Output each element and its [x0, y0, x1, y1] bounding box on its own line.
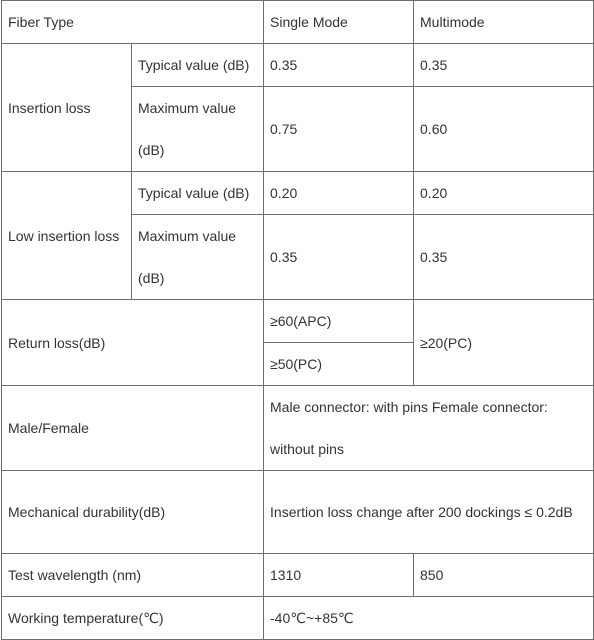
insertion-loss-typical-label: Typical value (dB)	[132, 44, 264, 87]
insertion-loss-typical-mm: 0.35	[414, 44, 594, 87]
low-insertion-loss-max-mm: 0.35	[414, 215, 594, 300]
table-row	[2, 386, 594, 471]
low-insertion-loss-max-label: Maximum value (dB)	[132, 215, 264, 300]
low-insertion-loss-max-sm: 0.35	[264, 215, 414, 300]
male-female-value: Male connector: with pins Female connector: without pins	[264, 386, 594, 471]
return-loss-pc-sm: ≥50(PC)	[264, 343, 414, 386]
return-loss-apc: ≥60(APC)	[264, 300, 414, 343]
low-insertion-loss-typical-mm: 0.20	[414, 172, 594, 215]
table-row	[2, 471, 594, 554]
return-loss-label: Return loss(dB)	[2, 300, 264, 386]
insertion-loss-max-sm: 0.75	[264, 87, 414, 172]
header-multimode: Multimode	[414, 1, 594, 44]
working-temperature-label: Working temperature(℃)	[2, 597, 264, 640]
working-temperature-value: -40℃~+85℃	[264, 597, 594, 640]
table-row	[2, 300, 594, 343]
insertion-loss-max-label: Maximum value (dB)	[132, 87, 264, 172]
table-row	[2, 597, 594, 640]
table-row	[2, 1, 594, 44]
table-row	[2, 554, 594, 597]
table-row	[2, 172, 594, 215]
table-row	[2, 44, 594, 87]
test-wavelength-mm: 850	[414, 554, 594, 597]
low-insertion-loss-typical-sm: 0.20	[264, 172, 414, 215]
fiber-spec-table	[1, 0, 594, 640]
low-insertion-loss-typical-label: Typical value (dB)	[132, 172, 264, 215]
insertion-loss-label: Insertion loss	[2, 44, 132, 172]
male-female-label: Male/Female	[2, 386, 264, 471]
test-wavelength-sm: 1310	[264, 554, 414, 597]
low-insertion-loss-label: Low insertion loss	[2, 172, 132, 300]
header-single-mode: Single Mode	[264, 1, 414, 44]
mechanical-durability-label: Mechanical durability(dB)	[2, 471, 264, 554]
insertion-loss-typical-sm: 0.35	[264, 44, 414, 87]
mechanical-durability-value: Insertion loss change after 200 dockings ≤ 0.2dB	[264, 471, 594, 554]
test-wavelength-label: Test wavelength (nm)	[2, 554, 264, 597]
header-fiber-type: Fiber Type	[2, 1, 264, 44]
return-loss-pc-mm: ≥20(PC)	[414, 300, 594, 386]
insertion-loss-max-mm: 0.60	[414, 87, 594, 172]
